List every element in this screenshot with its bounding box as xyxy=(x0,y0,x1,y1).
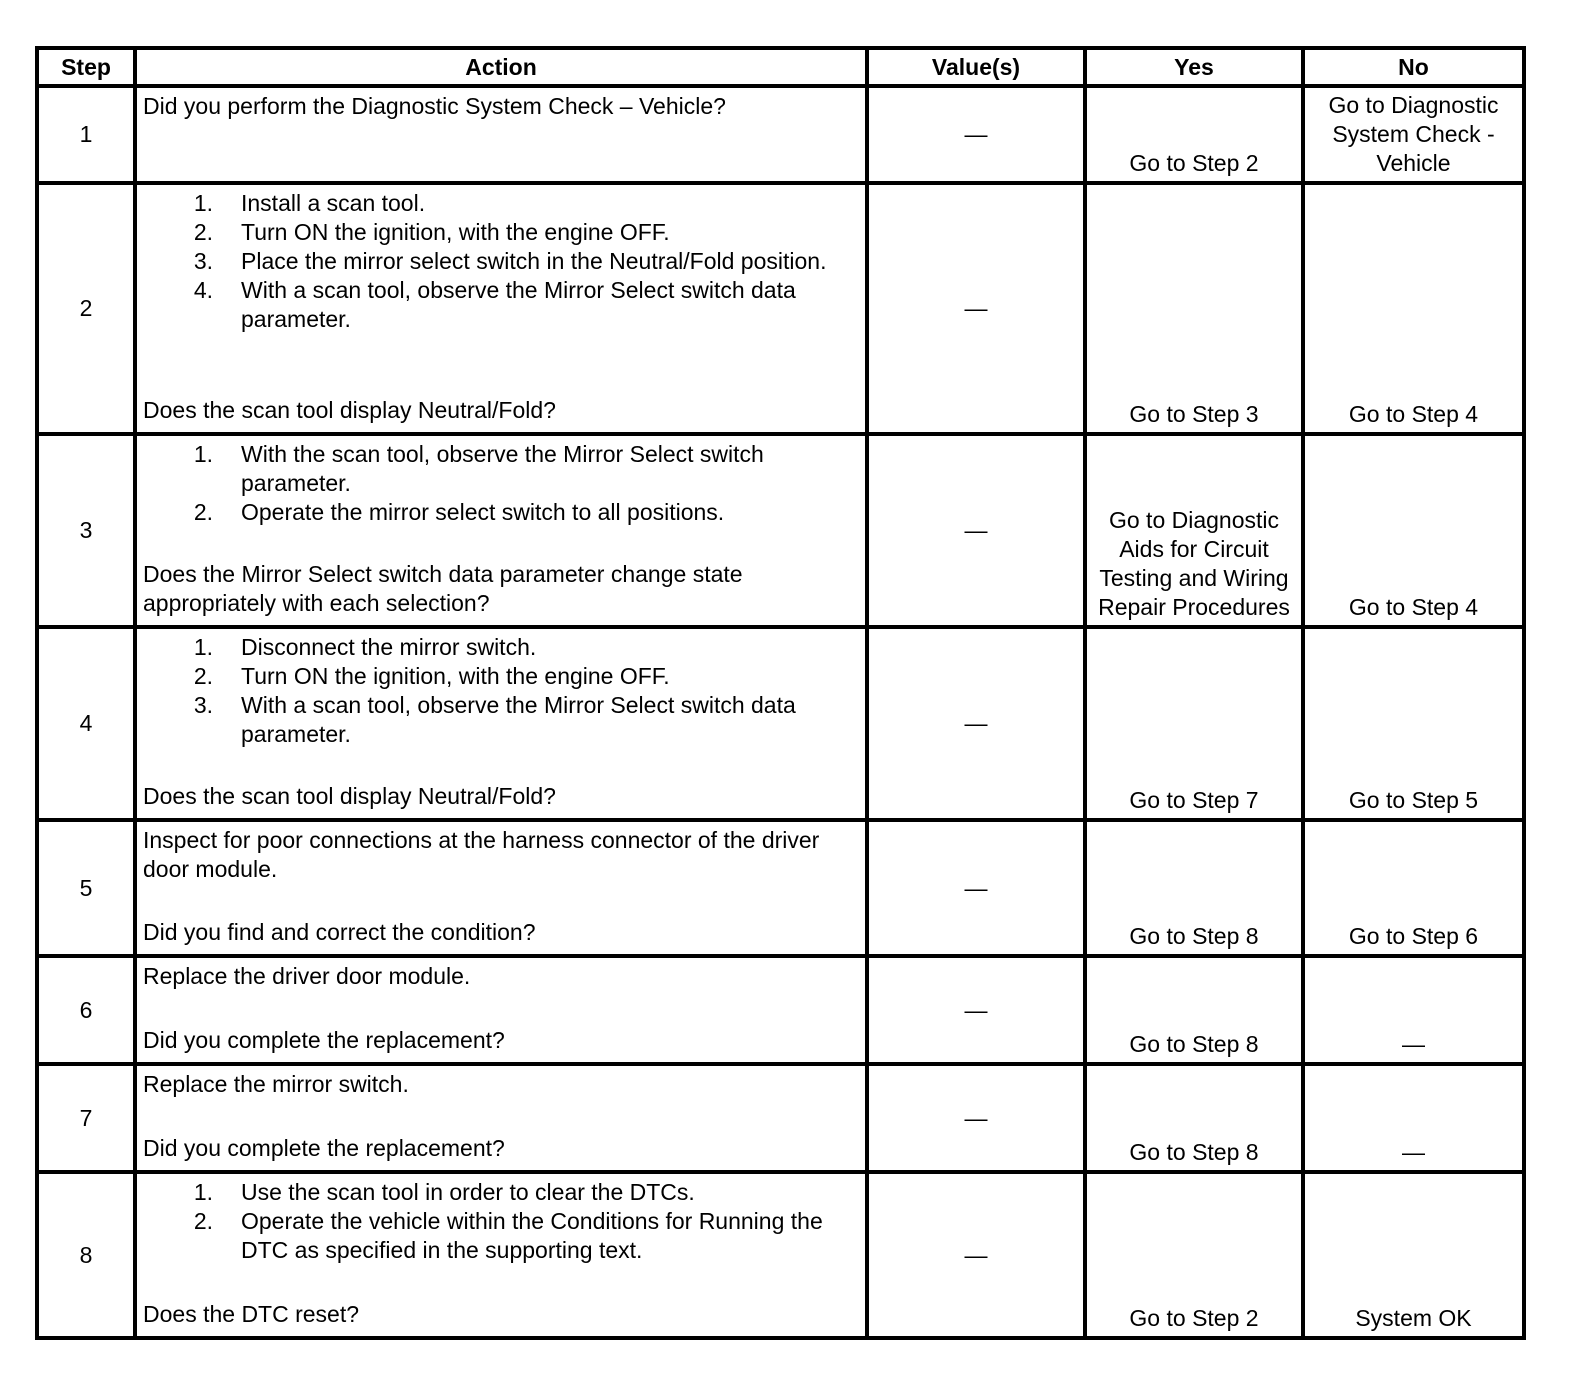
action-cell xyxy=(135,183,867,434)
table-row xyxy=(37,1064,1524,1172)
value-cell: — xyxy=(867,434,1085,627)
table-row xyxy=(37,1172,1524,1338)
action-step-text: With a scan tool, observe the Mirror Select switch data parameter. xyxy=(241,277,796,332)
action-question: Did you perform the Diagnostic System Check – Vehicle? xyxy=(143,93,726,119)
action-step-text: Disconnect the mirror switch. xyxy=(241,634,537,660)
action-step-item: 1. Install a scan tool. xyxy=(143,189,859,218)
action-cell xyxy=(135,820,867,956)
action-content xyxy=(143,1178,859,1329)
action-step-item: 3. Place the mirror select switch in the Neutral/Fold position. xyxy=(143,247,859,276)
action-step-text: Operate the mirror select switch to all positions. xyxy=(241,499,725,525)
action-question: Did you complete the replacement? xyxy=(143,1135,505,1161)
table-row xyxy=(37,86,1524,183)
action-step-item: 1. Use the scan tool in order to clear the DTCs. xyxy=(143,1178,859,1207)
value-cell: — xyxy=(867,820,1085,956)
action-step-list xyxy=(143,189,859,334)
value-cell: — xyxy=(867,86,1085,183)
table-row xyxy=(37,820,1524,956)
no-cell: Go to Diagnostic System Check - Vehicle xyxy=(1303,86,1524,183)
diagnostic-table xyxy=(35,46,1526,1340)
no-cell: Go to Step 6 xyxy=(1303,820,1524,956)
value-cell: — xyxy=(867,183,1085,434)
action-step-text: Use the scan tool in order to clear the DTCs. xyxy=(241,1179,695,1205)
action-cell xyxy=(135,434,867,627)
action-content xyxy=(143,826,859,947)
value-cell: — xyxy=(867,956,1085,1064)
no-cell: Go to Step 4 xyxy=(1303,183,1524,434)
action-step-item: 2. Operate the mirror select switch to all positions. xyxy=(143,498,859,527)
action-step-list xyxy=(143,1178,859,1265)
action-step-text: Install a scan tool. xyxy=(241,190,426,216)
action-step-text: Turn ON the ignition, with the engine OFF. xyxy=(241,219,670,245)
yes-cell: Go to Step 3 xyxy=(1085,183,1303,434)
action-step-text: Operate the vehicle within the Conditions for Running the DTC as specified in the supporting text. xyxy=(241,1208,823,1263)
table-row xyxy=(37,956,1524,1064)
step-number: 4 xyxy=(37,627,135,820)
action-step-item: 3. With a scan tool, observe the Mirror Select switch data parameter. xyxy=(143,691,859,749)
value-cell: — xyxy=(867,627,1085,820)
yes-cell: Go to Step 2 xyxy=(1085,86,1303,183)
yes-cell: Go to Diagnostic Aids for Circuit Testing and Wiring Repair Procedures xyxy=(1085,434,1303,627)
action-step-list xyxy=(143,633,859,749)
header-action: Action xyxy=(135,48,867,86)
action-step-item: 1. With the scan tool, observe the Mirror Select switch parameter. xyxy=(143,440,859,498)
value-cell: — xyxy=(867,1172,1085,1338)
action-content xyxy=(143,1070,859,1163)
header-row xyxy=(37,48,1524,86)
yes-cell: Go to Step 8 xyxy=(1085,820,1303,956)
action-question: Does the scan tool display Neutral/Fold? xyxy=(143,783,556,809)
step-number: 2 xyxy=(37,183,135,434)
action-question: Does the Mirror Select switch data parameter change state appropriately with each selection? xyxy=(143,561,743,616)
yes-cell: Go to Step 2 xyxy=(1085,1172,1303,1338)
header-yes: Yes xyxy=(1085,48,1303,86)
value-cell: — xyxy=(867,1064,1085,1172)
action-step-text: With the scan tool, observe the Mirror Select switch parameter. xyxy=(241,441,764,496)
no-cell: Go to Step 5 xyxy=(1303,627,1524,820)
table-row xyxy=(37,627,1524,820)
action-description: Inspect for poor connections at the harness connector of the driver door module. xyxy=(143,827,820,882)
step-number: 7 xyxy=(37,1064,135,1172)
step-number: 1 xyxy=(37,86,135,183)
action-step-text: With a scan tool, observe the Mirror Select switch data parameter. xyxy=(241,692,796,747)
action-step-text: Turn ON the ignition, with the engine OFF. xyxy=(241,663,670,689)
action-content xyxy=(143,92,859,174)
table-row xyxy=(37,183,1524,434)
step-number: 8 xyxy=(37,1172,135,1338)
table-row xyxy=(37,434,1524,627)
header-values: Value(s) xyxy=(867,48,1085,86)
action-cell xyxy=(135,627,867,820)
action-question: Does the DTC reset? xyxy=(143,1301,360,1327)
yes-cell: Go to Step 8 xyxy=(1085,1064,1303,1172)
action-content xyxy=(143,440,859,618)
action-step-item: 4. With a scan tool, observe the Mirror Select switch data parameter. xyxy=(143,276,859,334)
action-step-item: 2. Turn ON the ignition, with the engine OFF. xyxy=(143,662,859,691)
no-cell: Go to Step 4 xyxy=(1303,434,1524,627)
action-cell xyxy=(135,1064,867,1172)
header-no: No xyxy=(1303,48,1524,86)
action-step-item: 1. Disconnect the mirror switch. xyxy=(143,633,859,662)
action-content xyxy=(143,962,859,1055)
action-cell xyxy=(135,1172,867,1338)
action-question: Did you complete the replacement? xyxy=(143,1027,505,1053)
step-number: 5 xyxy=(37,820,135,956)
action-step-text: Place the mirror select switch in the Neutral/Fold position. xyxy=(241,248,827,274)
header-step: Step xyxy=(37,48,135,86)
table-body xyxy=(37,86,1524,1338)
no-cell: — xyxy=(1303,956,1524,1064)
action-step-list xyxy=(143,440,859,527)
action-description: Replace the driver door module. xyxy=(143,963,471,989)
no-cell: System OK xyxy=(1303,1172,1524,1338)
action-step-item: 2. Operate the vehicle within the Conditions for Running the DTC as specified in the supporting text. xyxy=(143,1207,859,1265)
action-content xyxy=(143,633,859,811)
step-number: 6 xyxy=(37,956,135,1064)
yes-cell: Go to Step 8 xyxy=(1085,956,1303,1064)
step-number: 3 xyxy=(37,434,135,627)
action-description: Replace the mirror switch. xyxy=(143,1071,409,1097)
action-question: Did you find and correct the condition? xyxy=(143,919,536,945)
no-cell: — xyxy=(1303,1064,1524,1172)
action-step-item: 2. Turn ON the ignition, with the engine OFF. xyxy=(143,218,859,247)
yes-cell: Go to Step 7 xyxy=(1085,627,1303,820)
action-question: Does the scan tool display Neutral/Fold? xyxy=(143,397,556,423)
action-content xyxy=(143,189,859,425)
action-cell xyxy=(135,956,867,1064)
action-cell xyxy=(135,86,867,183)
